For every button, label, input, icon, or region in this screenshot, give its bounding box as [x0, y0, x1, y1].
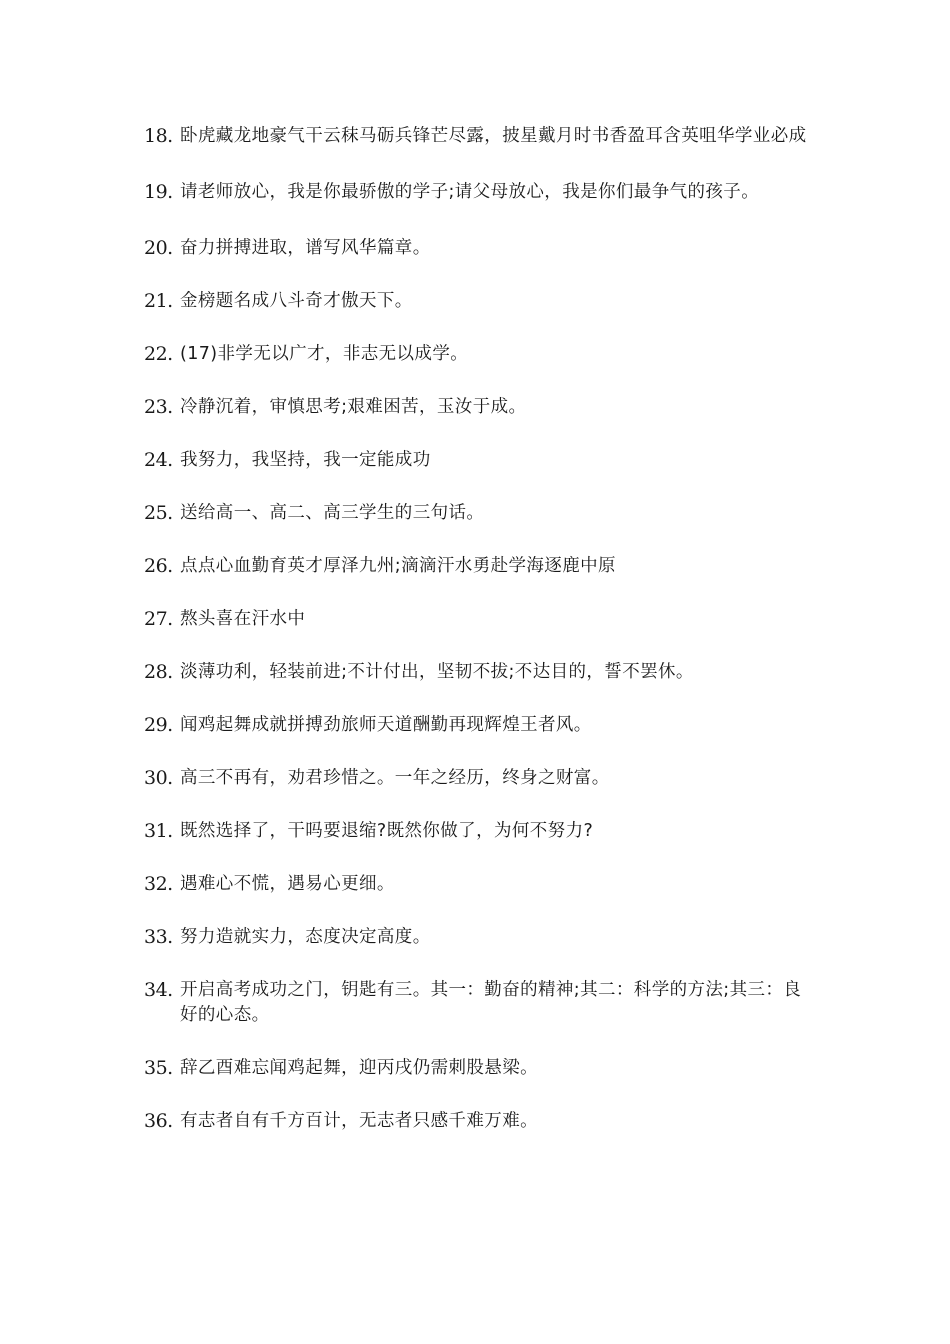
item-number: 33.	[144, 926, 173, 948]
item-text: 请老师放心，我是你最骄傲的学子;请父母放心，我是你们最争气的孩子。	[180, 182, 760, 202]
item-text: 点点心血勤育英才厚泽九州;滴滴汗水勇赴学海逐鹿中原	[180, 556, 616, 576]
item-number: 32.	[144, 873, 173, 895]
item-text: 闻鸡起舞成就拼搏劲旅师天道酬勤再现辉煌王者风。	[180, 715, 592, 735]
item-text: 送给高一、高二、高三学生的三句话。	[180, 503, 485, 523]
item-number: 29.	[144, 714, 173, 736]
item-number: 19.	[144, 181, 173, 203]
item-number: 24.	[144, 449, 173, 471]
item-text: 奋力拼搏进取，谱写风华篇章。	[180, 238, 431, 258]
item-text: (17)非学无以广才，非志无以成学。	[180, 344, 469, 364]
item-number: 21.	[144, 290, 173, 312]
list-item	[144, 1056, 814, 1081]
list-item	[144, 236, 814, 261]
item-number: 22.	[144, 343, 173, 365]
item-text: 有志者自有千方百计，无志者只感千难万难。	[180, 1111, 538, 1131]
item-number: 35.	[144, 1057, 173, 1079]
item-number: 25.	[144, 502, 173, 524]
item-text: 遇难心不慌，遇易心更细。	[180, 874, 395, 894]
item-number: 27.	[144, 608, 173, 630]
item-text: 卧虎藏龙地豪气干云秣马砺兵锋芒尽露，披星戴月时书香盈耳含英咀华学业必成	[180, 126, 807, 146]
list-item	[144, 342, 814, 367]
item-number: 36.	[144, 1110, 173, 1132]
item-number: 18.	[144, 125, 173, 147]
list-item	[144, 819, 814, 844]
list-item	[144, 713, 814, 738]
list-item	[144, 872, 814, 897]
list-item	[144, 289, 814, 314]
list-item	[144, 660, 814, 685]
list-item	[144, 395, 814, 420]
slogan-list	[144, 124, 814, 1134]
item-number: 31.	[144, 820, 173, 842]
item-text: 我努力，我坚持，我一定能成功	[180, 450, 431, 470]
item-number: 20.	[144, 237, 173, 259]
item-number: 30.	[144, 767, 173, 789]
item-text: 辞乙酉难忘闻鸡起舞，迎丙戌仍需刺股悬梁。	[180, 1058, 538, 1078]
list-item	[144, 554, 814, 579]
item-text: 熬头喜在汗水中	[180, 609, 306, 629]
item-number: 28.	[144, 661, 173, 683]
item-number: 23.	[144, 396, 173, 418]
list-item	[144, 448, 814, 473]
list-item	[144, 925, 814, 950]
list-item	[144, 978, 814, 1028]
list-item	[144, 766, 814, 791]
list-item	[144, 607, 814, 632]
item-text: 淡薄功利，轻装前进;不计付出，坚韧不拔;不达目的，誓不罢休。	[180, 662, 694, 682]
list-item	[144, 1109, 814, 1134]
list-item	[144, 124, 814, 149]
item-text: 金榜题名成八斗奇才傲天下。	[180, 291, 413, 311]
list-item	[144, 501, 814, 526]
item-number: 34.	[144, 979, 173, 1001]
item-text: 冷静沉着，审慎思考;艰难困苦，玉汝于成。	[180, 397, 527, 417]
item-text: 开启高考成功之门，钥匙有三。其一：勤奋的精神;其二：科学的方法;其三：良好的心态。	[180, 980, 802, 1025]
item-text: 既然选择了，干吗要退缩?既然你做了，为何不努力?	[180, 821, 594, 841]
item-text: 高三不再有，劝君珍惜之。一年之经历，终身之财富。	[180, 768, 610, 788]
item-number: 26.	[144, 555, 173, 577]
item-text: 努力造就实力，态度决定高度。	[180, 927, 431, 947]
list-item	[144, 180, 814, 205]
